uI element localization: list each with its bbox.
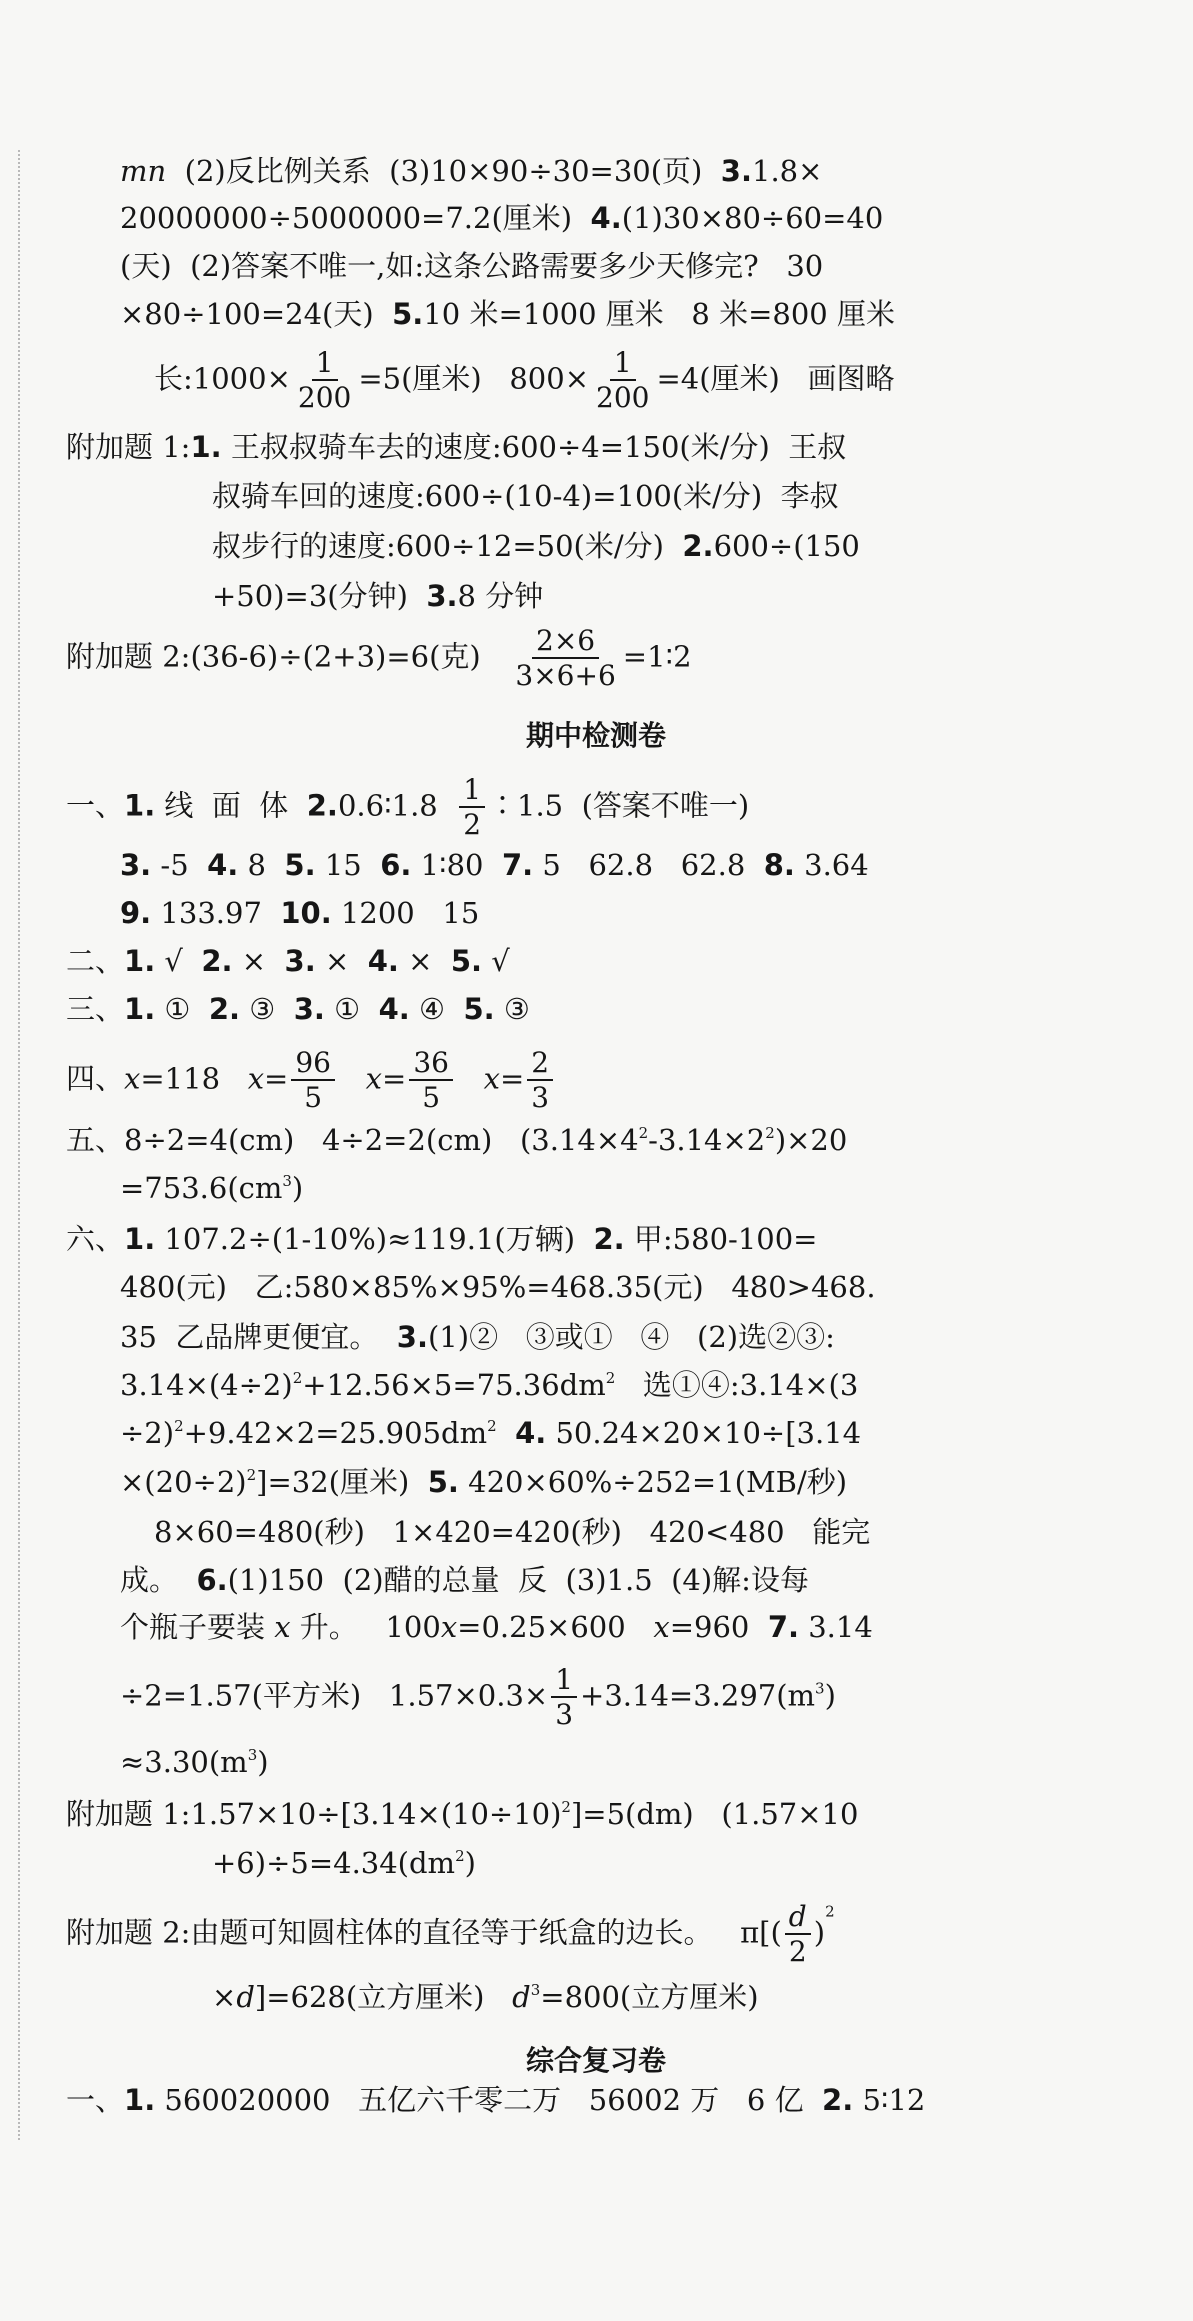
fraction: $\frac{96}{5}$ (291, 1048, 335, 1113)
answer-line: 叔步行的速度:600÷12=50(米/分) 2.600÷(150 (212, 529, 860, 563)
section-heading-midterm: 期中检测卷 (525, 719, 666, 752)
answer-line: +50)=3(分钟) 3.8 分钟 (212, 579, 544, 613)
answer-line: 六、1. 107.2÷(1-10%)≈119.1(万辆) 2. 甲:580-100= (66, 1222, 818, 1256)
answer-line: 叔骑车回的速度:600÷(10-4)=100(米/分) 李叔 (212, 479, 839, 513)
answer-line: $=753.6(cm^3)$ (120, 1171, 304, 1205)
fraction: $\frac{2}{3}$ (527, 1048, 553, 1113)
answer-line: 四、x=118 x= $\frac{96}{5}$ x= $\frac{36}{5}$ x= $\frac{2}{3}$ (66, 1048, 556, 1113)
answer-line: 附加题 $1:1.57\times 10\div[3.14\times(10\div 10)^2]=5(dm)$ (1.57×10 (66, 1797, 859, 1831)
answer-line: (天) (2)答案不唯一,如:这条公路需要多少天修完? 30 (120, 249, 824, 283)
answer-line: 3. -5 4. 8 5. 15 6. 1∶80 7. 5 62.8 62.8 8. 3.64 (120, 848, 869, 882)
fraction: $\frac{2\times 6}{3\times 6+6}$ (515, 624, 616, 693)
answer-line: 二、1. √ 2. × 3. × 4. × 5. √ (66, 944, 510, 978)
answer-line: 一、1. 560020000 五亿六千零二万 56002 万 6 亿 2. 5∶12 (66, 2083, 926, 2117)
answer-line: 附加题 2:由题可知圆柱体的直径等于纸盒的边长。 π[( $\frac{d}{2}$ )$^2$ (66, 1900, 835, 1969)
answer-line: $3.14\times(4\div 2)^2+12.56\times 5=75.36dm^2$ 选①④:3.14×(3 (120, 1368, 859, 1402)
dotted-margin-line (18, 150, 20, 2140)
answer-line: $\approx 3.30(m^3)$ (120, 1745, 269, 1779)
answer-line: 五、8÷2=4(cm) 4÷2=2(cm) $(3.14\times 4^2-3.14\times 2^2)\times 20$ (66, 1123, 848, 1157)
answer-line: 附加题 1:1. 王叔叔骑车去的速度:600÷4=150(米/分) 王叔 (66, 430, 847, 464)
fraction: $\frac{1}{3}$ (551, 1665, 577, 1730)
answer-line: $+6)\div 5=4.34(dm^2)$ (212, 1846, 476, 1880)
answer-line: 35 乙品牌更便宜。 3.(1)② ③或① ④ (2)选②③: (120, 1320, 835, 1354)
fraction: $\frac{1}{200}$ (297, 346, 352, 415)
answer-line: 个瓶子要装 x 升。 100x=0.25×600 x=960 7. 3.14 (120, 1610, 873, 1644)
answer-line: mn (2)反比例关系 (3)10×90÷30=30(页) 3.1.8× (120, 154, 823, 188)
answer-line: 20000000÷5000000=7.2(厘米) 4.(1)30×80÷60=40 (120, 201, 884, 235)
answer-line: 9. 133.97 10. 1200 15 (120, 896, 480, 930)
answer-line: ×d]=628(立方厘米) $d^3=800$(立方厘米) (212, 1980, 759, 2014)
answer-line: 一、1. 线 面 体 2.0.6∶1.8 $\frac{1}{2}$ ∶1.5 (答案不唯一) (66, 773, 750, 842)
fraction: $\frac{d}{2}$ (785, 1902, 811, 1967)
answer-line: 480(元) 乙:580×85%×95%=468.35(元) 480>468. (120, 1270, 876, 1304)
answer-line: 三、1. ① 2. ③ 3. ① 4. ④ 5. ③ (66, 992, 530, 1026)
fraction: $\frac{36}{5}$ (409, 1048, 453, 1113)
answer-line: $\div 2)^2+9.42\times 2=25.905dm^2$ 4. 50.24×20×10÷[3.14 (120, 1416, 862, 1450)
fraction: $\frac{1}{200}$ (596, 346, 650, 415)
fraction: $\frac{1}{2}$ (459, 775, 485, 840)
answer-line: 成。 6.(1)150 (2)醋的总量 反 (3)1.5 (4)解:设每 (120, 1563, 809, 1597)
answer-line: ×80÷100=24(天) 5.10 米=1000 厘米 8 米=800 厘米 (120, 297, 895, 331)
answer-line: 长:1000× $\frac{1}{200}$ =5(厘米) 800× $\frac{1}{200}$ =4(厘米) 画图略 (154, 346, 895, 415)
answer-line: $\times(20\div 2)^2]=32$(厘米) 5. 420×60%÷252=1(MB/秒) (120, 1465, 848, 1499)
answer-line: 附加题 2:(36-6)÷(2+3)=6(克) $\frac{2\times 6}{3\times 6+6}$ =1∶2 (66, 624, 692, 693)
section-heading-review: 综合复习卷 (525, 2044, 666, 2077)
answer-line: ÷2=1.57(平方米) 1.57×0.3× $\frac{1}{3}$ $+3.14=3.297(m^3)$ (120, 1663, 836, 1732)
answer-line: 8×60=480(秒) 1×420=420(秒) 420<480 能完 (154, 1515, 871, 1549)
